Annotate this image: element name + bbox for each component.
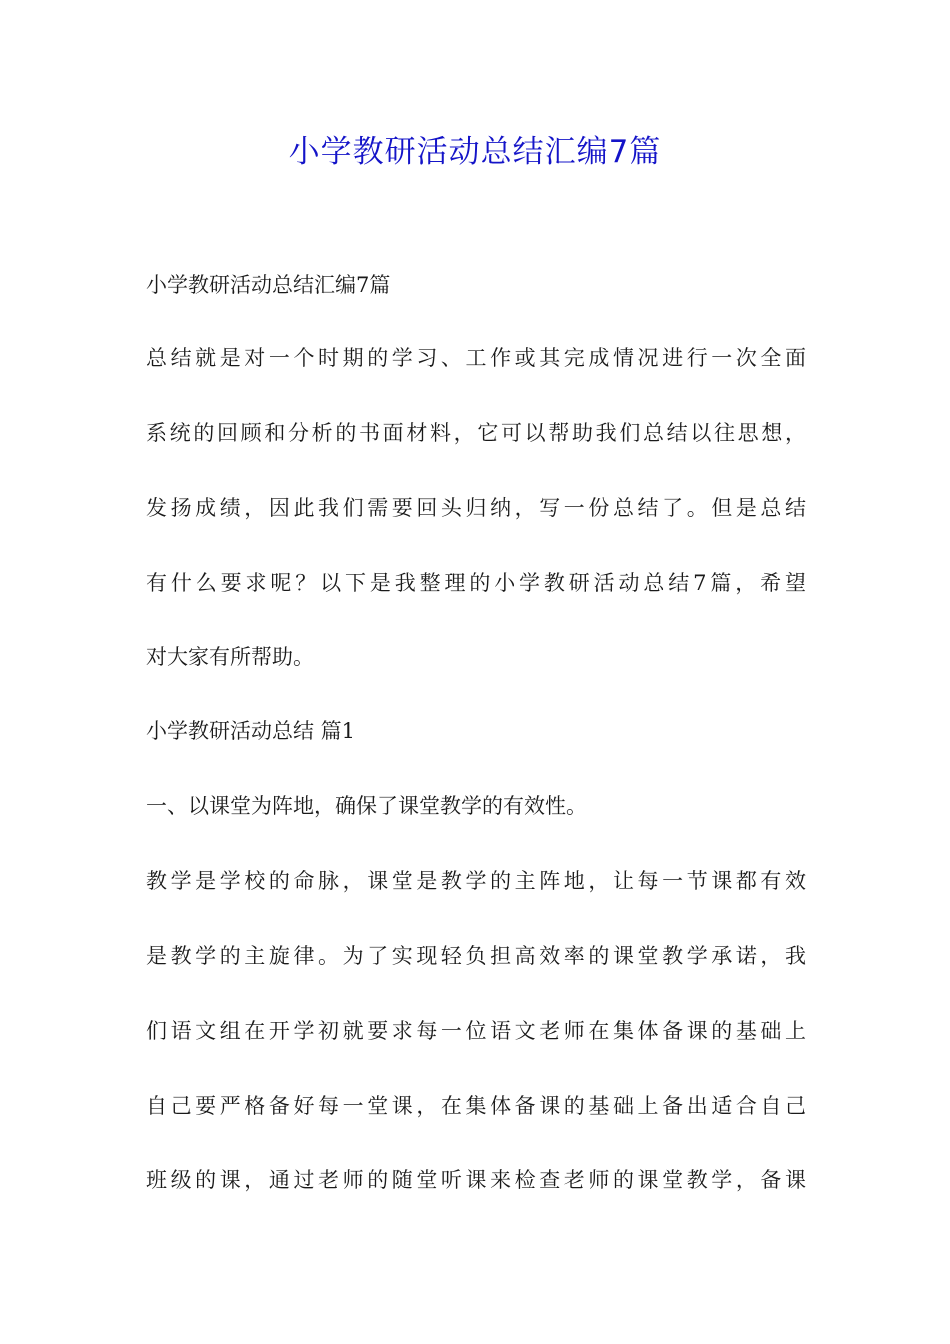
paragraph-line: 系统的回顾和分析的书面材料，它可以帮助我们总结以往思想， (146, 421, 806, 445)
paragraph-line: 有什么要求呢？以下是我整理的小学教研活动总结7篇，希望 (146, 571, 806, 595)
paragraph-line: 教学是学校的命脉，课堂是教学的主阵地，让每一节课都有效 (146, 869, 806, 893)
paragraph-line: 们语文组在开学初就要求每一位语文老师在集体备课的基础上 (146, 1019, 806, 1043)
section-subheading: 一、以课堂为阵地，确保了课堂教学的有效性。 (146, 794, 587, 818)
paragraph-line: 对大家有所帮助。 (146, 645, 314, 669)
paragraph-line: 是教学的主旋律。为了实现轻负担高效率的课堂教学承诺，我 (146, 944, 806, 968)
paragraph-line: 总结就是对一个时期的学习、工作或其完成情况进行一次全面 (146, 346, 806, 370)
section-heading: 小学教研活动总结 篇1 (146, 719, 356, 743)
paragraph-line: 发扬成绩，因此我们需要回头归纳，写一份总结了。但是总结 (146, 496, 806, 520)
paragraph-line: 班级的课，通过老师的随堂听课来检查老师的课堂教学，备课 (146, 1168, 806, 1192)
document-title: 小学教研活动总结汇编7篇 (288, 134, 662, 170)
paragraph-line: 自己要严格备好每一堂课，在集体备课的基础上备出适合自己 (146, 1094, 806, 1118)
subtitle-line: 小学教研活动总结汇编7篇 (146, 273, 391, 297)
